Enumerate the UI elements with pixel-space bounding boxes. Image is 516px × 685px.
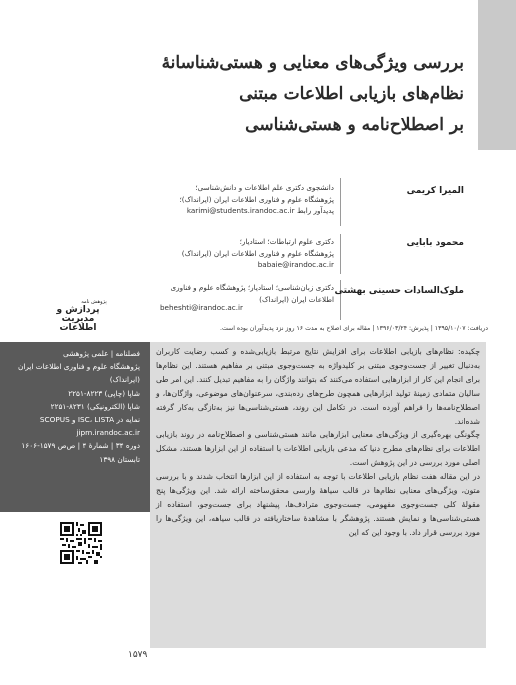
indexing: نمایه در ISC، LISTA و SCOPUS [39,415,140,425]
decorative-grey-strip [478,0,516,150]
issn-online: شاپا (الکترونیکی) ۸۲۳۱-۲۲۵۱ [50,401,140,411]
svg-text:اطلاعات: اطلاعات [59,323,97,332]
title-line: بر اصطلاح‌نامه و هستی‌شناسی [245,115,464,135]
affiliation-line: پژوهشگاه علوم و فناوری اطلاعات ایران (ایرانداک)؛ [179,194,334,204]
author-separator [340,178,341,226]
article-title [64,48,464,141]
abstract [156,345,480,540]
publisher: پژوهشگاه علوم و فناوری اطلاعات ایران [18,362,140,372]
author-email[interactable]: babaie@irandoc.ac.ir [257,260,334,269]
journal-type: فصلنامه | علمی پژوهشی [63,349,140,358]
issn-print: شاپا (چاپی) ۸۲۲۳-۲۲۵۱ [68,388,140,398]
volume-issue: دوره ۳۴ | شمارۀ ۴ | ص‌ص ۱۵۷۹-۱۶۰۶ [21,441,140,451]
affiliation-line: اطلاعات ایران (ایرانداک) [259,294,334,304]
affiliation-line: دکتری علوم ارتباطات؛ استادیار؛ [239,237,334,246]
affiliation-line [120,205,334,217]
abstract-paragraph: چگونگی بهره‌گیری از ویژگی‌های معنایی ابزارهایی مانند هستی‌شناسی و اصطلاح‌نامه در روند بازیابی اطلاعات برای نظام‌های مطرح دنیا که مدعی بازیابی اطلاعات با استفاده از این ابزارها هستند، مشکل اصلی مورد بررسی در این پژوهش است. [156,430,480,468]
author-name: ملوک‌السادات حسینی بهشتی [334,286,464,296]
title-line: بررسی ویژگی‌های معنایی و هستی‌شناسانۀ [161,53,464,73]
issue-season: تابستان ۱۳۹۸ [99,454,140,464]
title-line: نظام‌های بازیابی اطلاعات مبتنی [239,84,464,104]
submission-dates: دریافت: ۱۳۹۵/۱۰/۰۷ | پذیرش: ۱۳۹۶/۰۳/۲۴ | مقاله برای اصلاح به مدت ۱۶ روز نزد پدیدآوران بوده است. [220,325,488,332]
svg-text:پژوهش نامه: پژوهش نامه [81,299,107,305]
author-name: المیرا کریمی [406,186,464,196]
publisher-abbr: (ایرانداک) [109,375,140,385]
author-affiliation [120,236,334,271]
affiliation-text: پدیدآور رابط [296,206,334,215]
svg-text:پردازش و: پردازش و [56,305,100,315]
author-affiliation [120,182,334,217]
journal-info-panel [0,342,150,512]
author-email[interactable]: karimi@students.irandoc.ac.ir [186,206,295,215]
journal-url[interactable]: jipm.irandoc.ac.ir [76,428,140,438]
author-separator [340,234,341,274]
author-email[interactable]: beheshti@irandoc.ac.ir [160,303,243,312]
affiliation-line: دانشجوی دکتری علم اطلاعات و دانش‌شناسی؛ [195,183,334,192]
author-name: محمود بابایی [406,238,464,248]
affiliation-line: دکتری زبان‌شناسی؛ استادیار؛ پژوهشگاه علوم و فناوری [170,283,334,292]
abstract-paragraph: در این مقاله هفت نظام بازیابی اطلاعات با توجه به استفاده از این ابزارها انتخاب شدند و با بررسی متون، ویژگی‌های معنایی نظام‌ها در قالب سیاهۀ وارسی محقق‌ساخته ارائه شد. این ویژگی‌ها پنج مقولۀ کلی جست‌وجوی مفهومی، جست‌وجوی مترادف‌ها، پیشنهاد برای جست‌وجو، استفاده از هستی‌شناسی‌ها و نمایش هستند. پژوهشگر با مشاهدۀ ساختاریافته در قالب سیاهه، این ویژگی‌ها را مورد بررسی قرار داد. با وجود این که این [156,472,480,537]
qr-code [60,522,102,564]
page-number: ۱۵۷۹ [128,650,148,660]
affiliation-line: پژوهشگاه علوم و فناوری اطلاعات ایران (ایرانداک) [181,248,334,258]
abstract-paragraph: چکیده: نظام‌های بازیابی اطلاعات برای افزایش نتایج مرتبط بازیابی‌شده و کسب رضایت کاربران به‌دنبال تغییر از جست‌وجوی مبتنی بر کلیدواژه به جست‌وجوی مبتنی بر مفاهیم هستند. این نظام‌ها برای انجام این کار از ابزارهایی استفاده می‌کنند که بتوانند واژگان را به مفاهیم تبدیل کنند. این امر طی سالیان متمادی زمینۀ تولید ابزارهایی همچون طرح‌های رده‌بندی، سرعنوان‌های موضوعی، واژگان‌ها، و اصطلاح‌نامه‌ها را فراهم آورده است. در تکامل این روند، هستی‌شناسی‌ها نیز به‌تازگی به‌کار گرفته شده‌اند. [156,347,480,426]
svg-text:مدیریت: مدیریت [61,314,95,324]
journal-logo [42,296,114,332]
